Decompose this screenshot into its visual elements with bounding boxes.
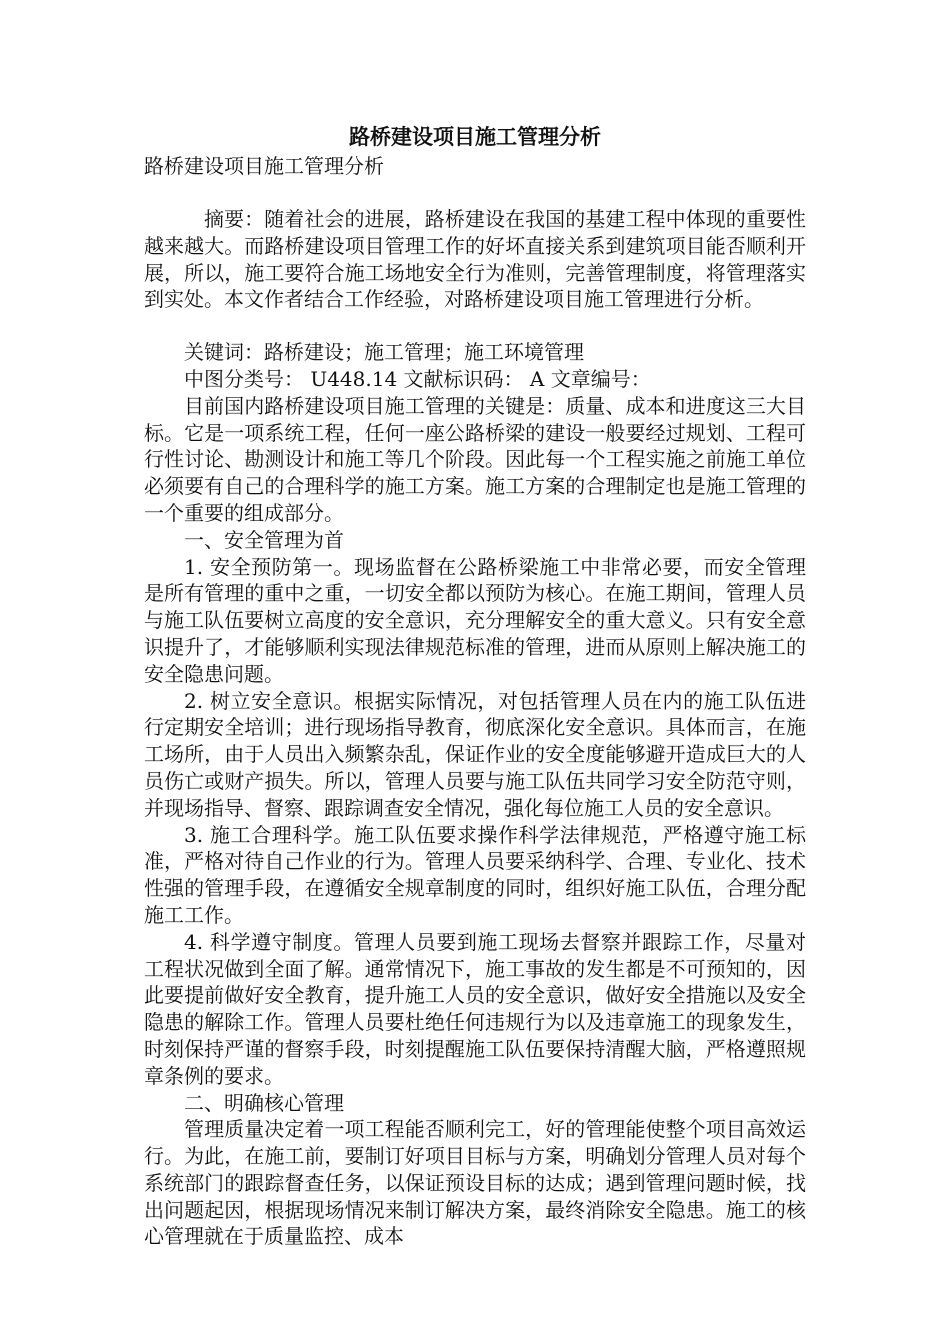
section1-paragraph-1: 1. 安全预防第一。现场监督在公路桥梁施工中非常必要，而安全管理是所有管理的重中之重，一切安全都以预防为核心。在施工期间，管理人员与施工队伍要树立高度的安全意识，充分理解安全的重大意义。只有安全意识提升了，才能够顺利实现法律规范标准的管理，进而从原则上解决施工的安全隐患问题。 bbox=[144, 554, 806, 686]
section-heading-safety: 一、安全管理为首 bbox=[184, 527, 344, 552]
keywords-line: 关键词：路桥建设；施工管理；施工环境管理 bbox=[184, 340, 584, 365]
document-subtitle: 路桥建设项目施工管理分析 bbox=[144, 154, 384, 178]
section-heading-core-management: 二、明确核心管理 bbox=[184, 1090, 344, 1115]
document-body bbox=[144, 122, 806, 1250]
classification-line: 中图分类号： U448.14 文献标识码： A 文章编号： bbox=[184, 366, 651, 391]
section1-paragraph-4: 4. 科学遵守制度。管理人员要到施工现场去督察并跟踪工作，尽量对工程状况做到全面了解。通常情况下，施工事故的发生都是不可预知的，因此要提前做好安全教育，提升施工人员的安全意识，做好安全措施以及安全隐患的解除工作。管理人员要杜绝任何违规行为以及违章施工的现象发生，时刻保持严谨的督察手段，时刻提醒施工队伍要保持清醒大脑，严格遵照规章条例的要求。 bbox=[144, 929, 806, 1088]
intro-paragraph: 目前国内路桥建设项目施工管理的关键是：质量、成本和进度这三大目标。它是一项系统工程，任何一座公路桥梁的建设一般要经过规划、工程可行性讨论、勘测设计和施工等几个阶段。因此每一个工程实施之前施工单位必须要有自己的合理科学的施工方案。施工方案的合理制定也是施工管理的一个重要的组成部分。 bbox=[144, 393, 806, 525]
abstract-paragraph: 摘要：随着社会的进展，路桥建设在我国的基建工程中体现的重要性越来越大。而路桥建设项目管理工作的好坏直接关系到建筑项目能否顺利开展，所以，施工要符合施工场地安全行为准则，完善管理制度，将管理落实到实处。本文作者结合工作经验，对路桥建设项目施工管理进行分析。 bbox=[144, 207, 806, 312]
section1-paragraph-3: 3. 施工合理科学。施工队伍要求操作科学法律规范，严格遵守施工标准，严格对待自己作业的行为。管理人员要采纳科学、合理、专业化、技术性强的管理手段，在遵循安全规章制度的同时，组织好施工队伍，合理分配施工工作。 bbox=[144, 822, 806, 927]
section2-paragraph-1: 管理质量决定着一项工程能否顺利完工，好的管理能使整个项目高效运行。为此，在施工前，要制订好项目目标与方案，明确划分管理人员对每个系统部门的跟踪督查任务，以保证预设目标的达成；遇到管理问题时候，找出问题起因，根据现场情况来制订解决方案，最终消除安全隐患。施工的核心管理就在于质量监控、成本 bbox=[144, 1117, 806, 1249]
document-title: 路桥建设项目施工管理分析 bbox=[349, 124, 601, 149]
blank-line bbox=[144, 313, 806, 339]
section1-paragraph-2: 2. 树立安全意识。根据实际情况，对包括管理人员在内的施工队伍进行定期安全培训；进行现场指导教育，彻底深化安全意识。具体而言，在施工场所，由于人员出入频繁杂乱，保证作业的安全度能够避开造成巨大的人员伤亡或财产损失。所以，管理人员要与施工队伍共同学习安全防范守则，并现场指导、督察、跟踪调查安全情况，强化每位施工人员的安全意识。 bbox=[144, 688, 806, 820]
blank-line bbox=[144, 180, 806, 206]
